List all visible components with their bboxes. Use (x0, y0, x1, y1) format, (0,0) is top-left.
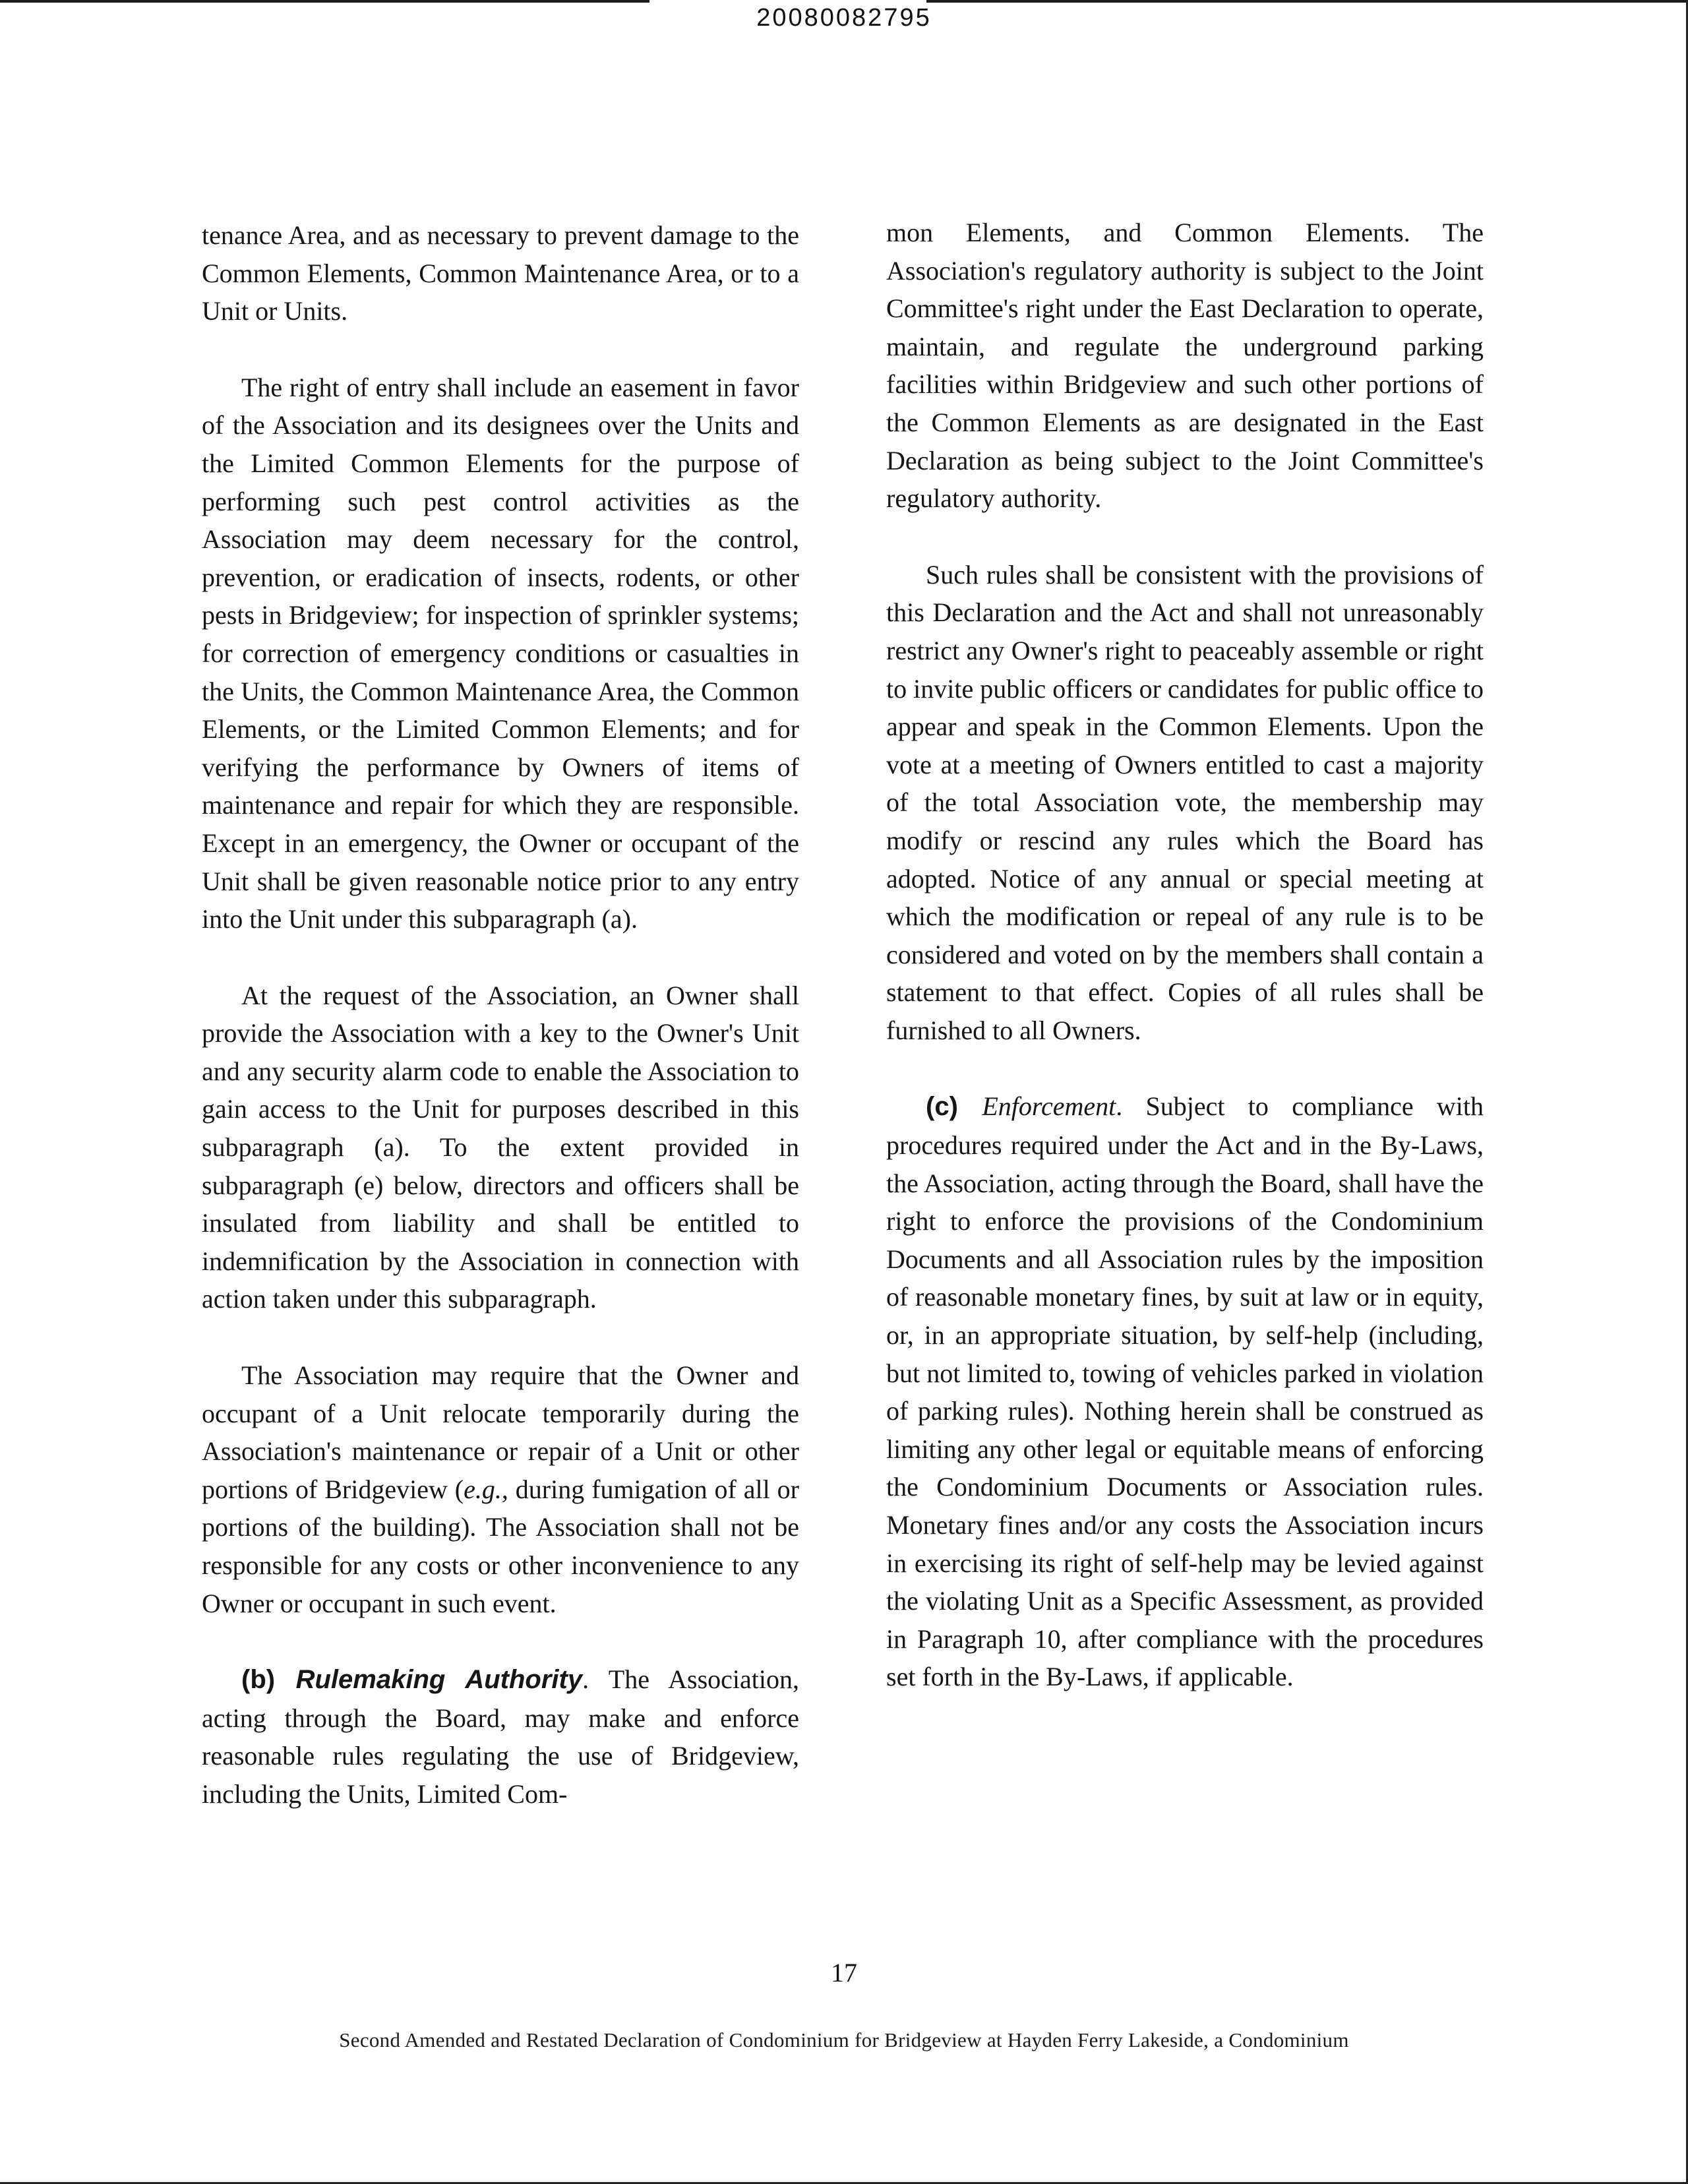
eg-abbreviation: e.g. (464, 1474, 502, 1504)
left-paragraph-4 (202, 1356, 799, 1622)
section-c-heading (926, 1092, 982, 1121)
section-c-title: Enforcement (982, 1091, 1116, 1122)
section-b-text: . The Association, acting through the Board, may make and enforce reasonable rules regulating the use of Bridgeview, including the Units, Limited Com- (202, 1664, 799, 1809)
right-paragraph-2: Such rules shall be consistent with the provisions of this Declaration and the Act and shall not unreasonably restrict any Owner's right to peaceably assemble or right to invite public officers or candidates for public office to appear and speak in the Common Elements. Upon the vote at a meeting of Owners entitled to cast a majority of the total Association vote, the membership may modify or rescind any rules which the Board has adopted. Notice of any annual or special meeting at which the modification or repeal of any rule is to be considered and voted on by the members shall contain a statement to that effect. Copies of all rules shall be furnished to all Owners. (886, 559, 1484, 1045)
paragraph-4-text-end: , during fumigation of all or portions of the building). The Association shall not be responsible for any costs or other inconvenience to any Owner or occupant in such event. (202, 1474, 799, 1618)
section-c-paragraph (886, 1087, 1484, 1696)
right-column (886, 214, 1484, 1696)
section-b-title: Rulemaking Authority (295, 1665, 583, 1695)
section-b-label: (b) (241, 1665, 276, 1695)
left-paragraph-3: At the request of the Association, an Owner shall provide the Association with a key to the Owner's Unit and any security alarm code to enable the Association to gain access to the Unit for purposes described in this subparagraph (a). To the extent provided in subparagraph (e) below, directors and officers shall be insulated from liability and shall be entitled to indemnification by the Association in connection with action taken under this subparagraph. (202, 980, 799, 1314)
section-c-label: (c) (926, 1092, 958, 1122)
section-c-text: . Subject to compliance with procedures required under the Act and in the By-Laws, the Association, acting through the Board, shall have the right to enforce the provisions of the Condominium Documents and all Association rules by the imposition of reasonable monetary fines, by suit at law or in equity, or, in an appropriate situation, by self-help (including, but not limited to, towing of vehicles parked in violation of parking rules). Nothing herein shall be construed as limiting any other legal or equitable means of enforcing the Condominium Documents or Association rules. Monetary fines and/or any costs the Association incurs in exercising its right of self-help may be levied against the violating Unit as a Specific Assessment, as provided in Paragraph 10, after compliance with the procedures set forth in the By-Laws, if applicable. (886, 1091, 1484, 1692)
left-paragraph-1: tenance Area, and as necessary to prevent damage to the Common Elements, Common Maintenance Area, or to a Unit or Units. (202, 220, 799, 326)
left-column (202, 216, 799, 1813)
left-paragraph-2: The right of entry shall include an easement in favor of the Association and its designees over the Units and the Limited Common Elements for the purpose of performing such pest control activities as the Association may deem necessary for the control, prevention, or eradication of insects, rodents, or other pests in Bridgeview; for inspection of sprinkler systems; for correction of emergency conditions or casualties in the Units, the Common Maintenance Area, the Common Elements, or the Limited Common Elements; and for verifying the performance by Owners of items of maintenance and repair for which they are responsible. Except in an emergency, the Owner or occupant of the Unit shall be given reasonable notice prior to any entry into the Unit under this subparagraph (a). (202, 372, 799, 934)
document-number: 20080082795 (756, 4, 932, 32)
page-number: 17 (831, 1958, 857, 1987)
section-b-paragraph (202, 1660, 799, 1813)
paragraph-4-text-start: The Association may require that the Owner and occupant of a Unit relocate temporarily during the Association's maintenance or repair of a Unit or other portions of Bridgeview ( (202, 1360, 799, 1504)
footer-title: Second Amended and Restated Declaration of Condominium for Bridgeview at Hayden Ferry Lakeside, a Condominium (339, 2028, 1349, 2051)
section-b-heading (241, 1665, 582, 1694)
right-paragraph-1: mon Elements, and Common Elements. The Association's regulatory authority is subject to the Joint Committee's right under the East Declaration to operate, maintain, and regulate the underground parking facilities within Bridgeview and such other portions of the Common Elements as are designated in the East Declaration as being subject to the Joint Committee's regulatory authority. (886, 218, 1484, 514)
